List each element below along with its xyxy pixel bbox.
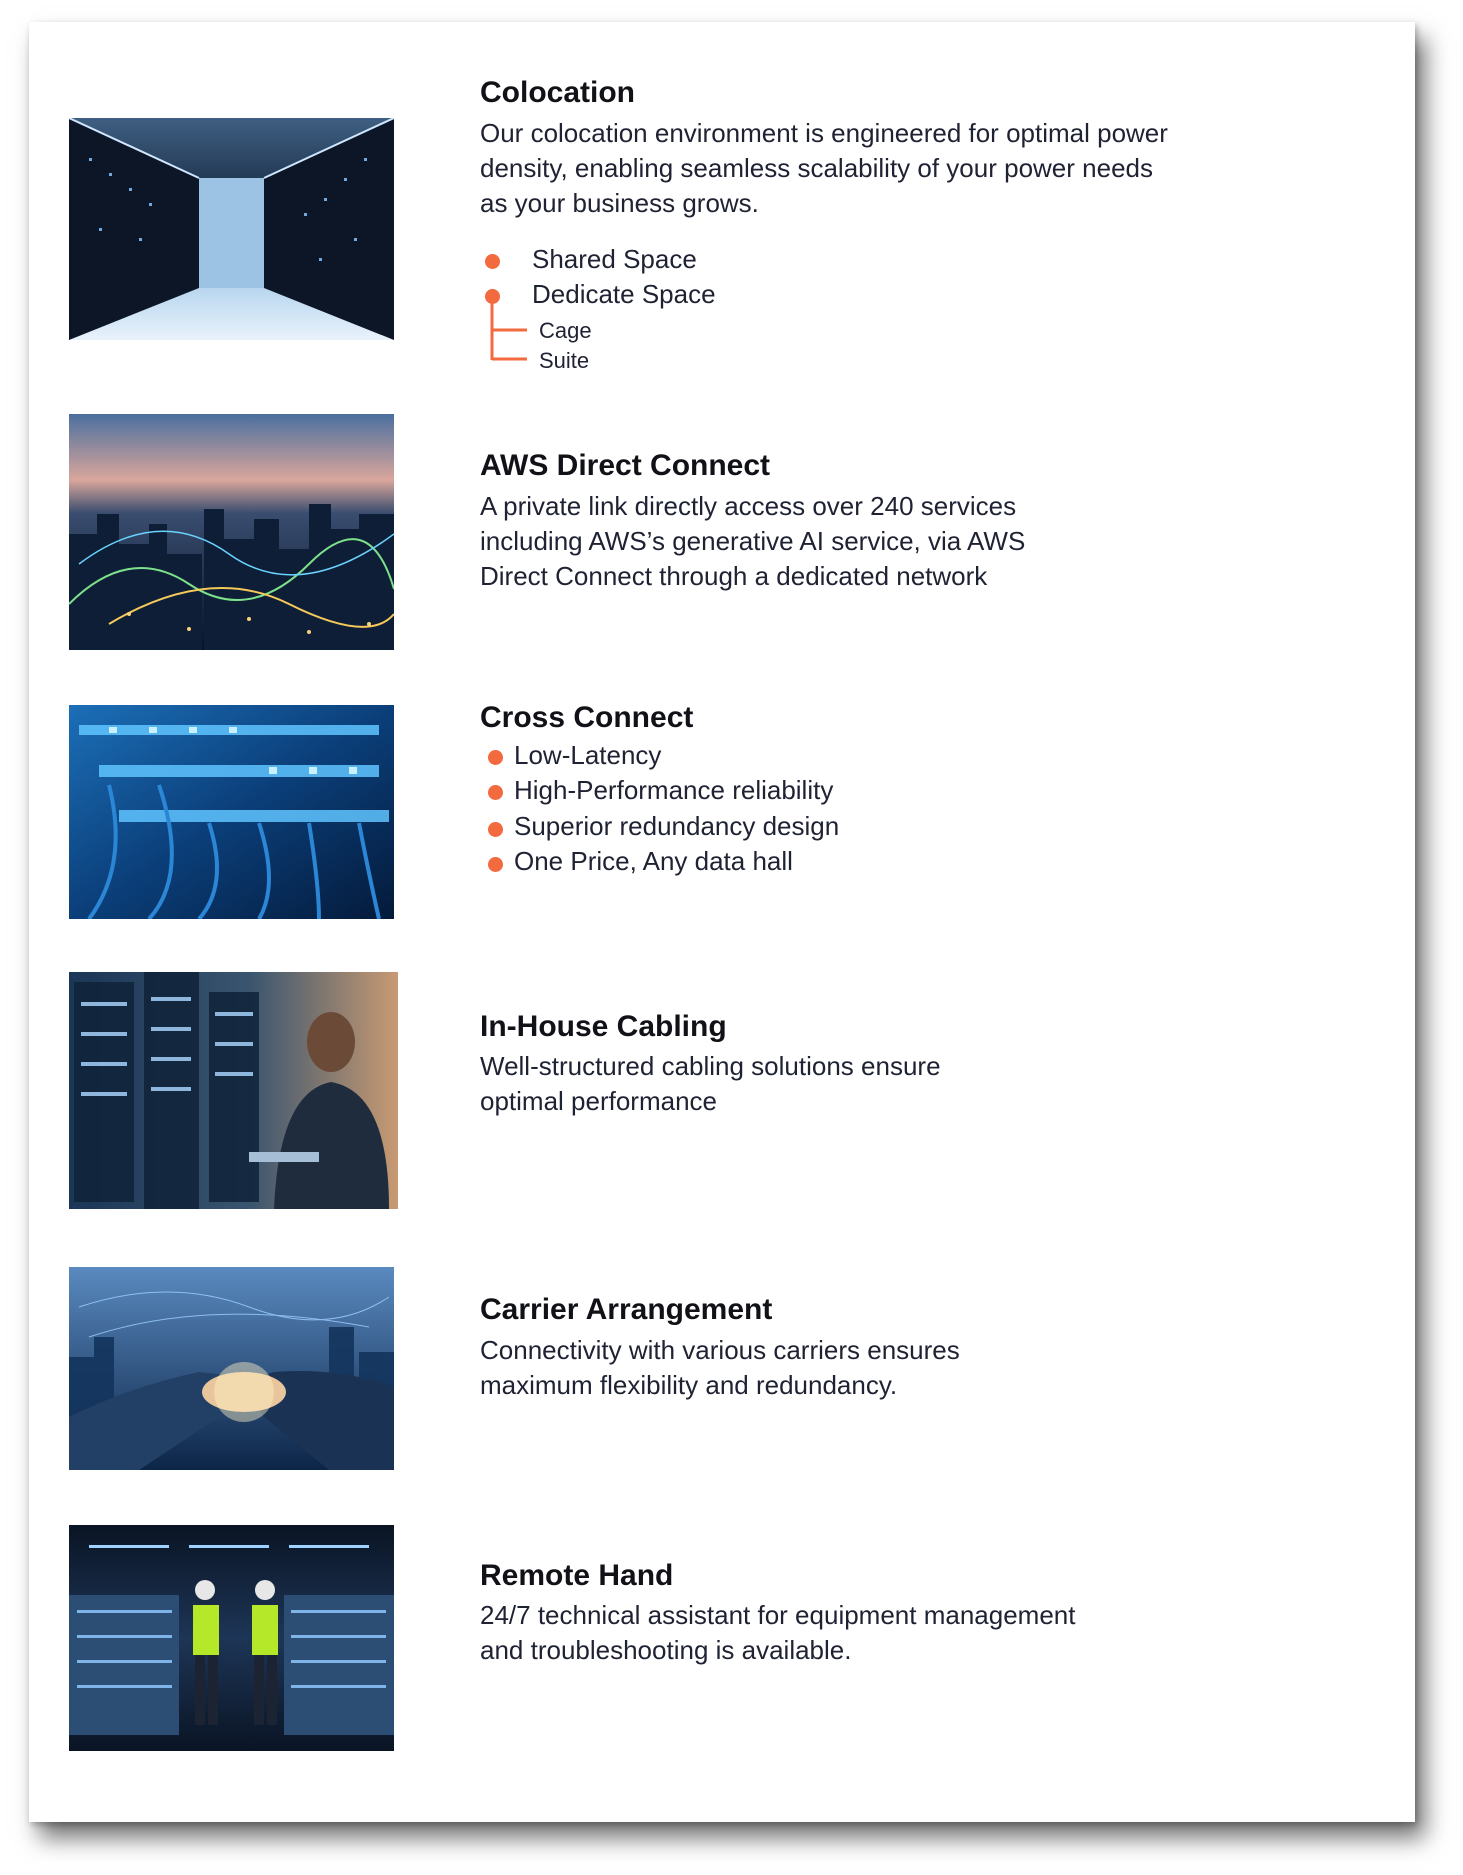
colocation-description [480, 116, 1168, 221]
in-house-cabling-image [69, 972, 398, 1209]
colocation-bullet-dedicate-space: Dedicate Space [532, 279, 716, 309]
bullet-dot [488, 822, 503, 837]
bullet-dot [488, 857, 503, 872]
remote-hand-description [480, 1598, 1075, 1668]
cross-connect-bullet: High-Performance reliability [514, 775, 834, 805]
cross-connect-bullet: One Price, Any data hall [514, 846, 793, 876]
colocation-desc-line: as your business grows. [480, 188, 759, 218]
cabling-desc-line: Well-structured cabling solutions ensure [480, 1051, 941, 1081]
carrier-arrangement-image [69, 1267, 394, 1470]
cabling-desc-line: optimal performance [480, 1086, 717, 1116]
colocation-sub-item-cage: Cage [539, 318, 592, 343]
cross-connect-bullet: Superior redundancy design [514, 811, 840, 841]
colocation-desc-line: density, enabling seamless scalability of your power needs [480, 153, 1153, 183]
remote-hand-title: Remote Hand [480, 1559, 674, 1592]
carrier-desc-line: maximum flexibility and redundancy. [480, 1370, 898, 1400]
bullet-dot [488, 750, 503, 765]
remote-hand-image [69, 1525, 394, 1751]
bullet-dot [485, 254, 500, 269]
carrier-arrangement-title: Carrier Arrangement [480, 1293, 773, 1326]
cross-connect-bullet: Low-Latency [514, 740, 662, 770]
aws-direct-connect-description [480, 489, 1025, 594]
cross-connect-title: Cross Connect [480, 701, 694, 734]
in-house-cabling-description [480, 1049, 941, 1119]
colocation-bullet-shared-space: Shared Space [532, 244, 697, 274]
aws-direct-connect-image [69, 414, 394, 650]
remote-hand-desc-line: and troubleshooting is available. [480, 1635, 852, 1665]
colocation-sub-item-suite: Suite [539, 348, 590, 373]
in-house-cabling-title: In-House Cabling [480, 1010, 727, 1043]
carrier-desc-line: Connectivity with various carriers ensures [480, 1335, 960, 1365]
colocation-desc-line: Our colocation environment is engineered for optimal power [480, 118, 1168, 148]
colocation-image [69, 118, 394, 340]
carrier-arrangement-description [480, 1333, 960, 1403]
bullet-dot [488, 785, 503, 800]
aws-desc-line: including AWS’s generative AI service, via AWS [480, 526, 1026, 556]
colocation-title: Colocation [480, 76, 635, 109]
aws-desc-line: A private link directly access over 240 services [480, 491, 1017, 521]
sub-item-tree-connector [487, 300, 537, 370]
aws-direct-connect-title: AWS Direct Connect [480, 449, 771, 482]
service-sheet [29, 22, 1415, 1822]
cross-connect-image [69, 705, 394, 919]
aws-desc-line: Direct Connect through a dedicated network [480, 561, 988, 591]
remote-hand-desc-line: 24/7 technical assistant for equipment management [480, 1600, 1076, 1630]
